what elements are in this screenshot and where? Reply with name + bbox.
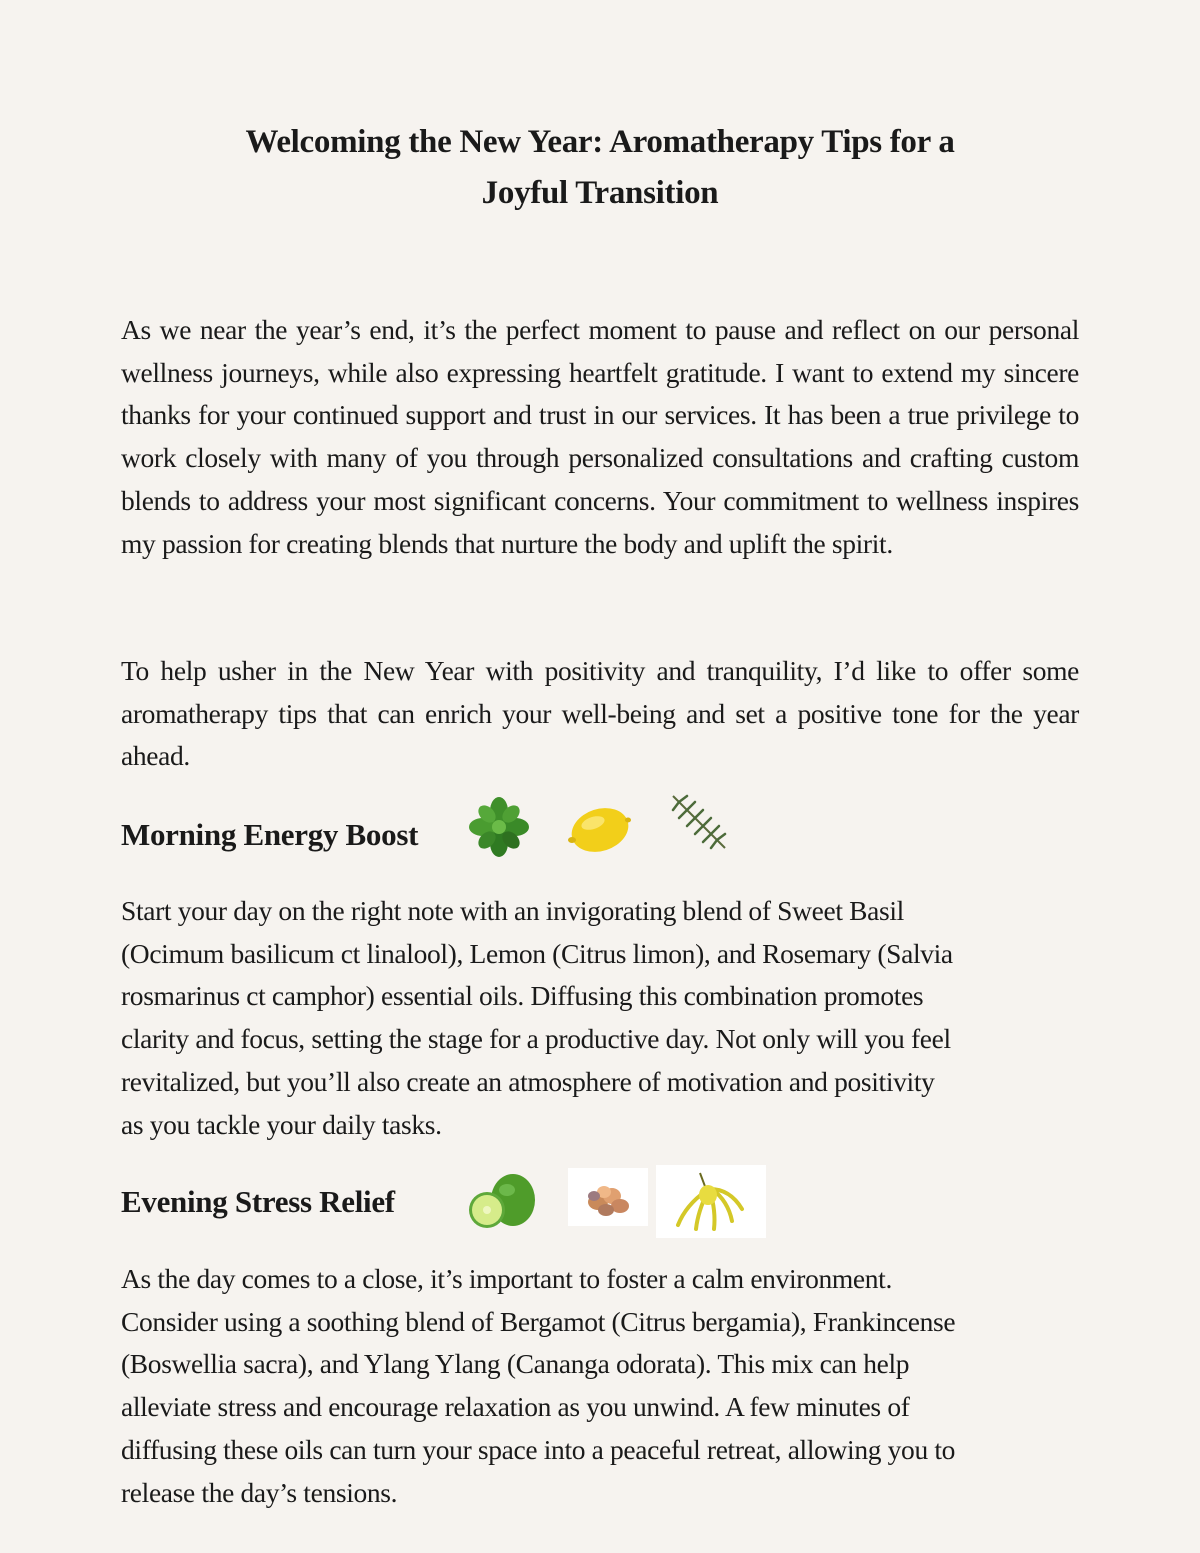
text-line: Consider using a soothing blend of Bergamot (Citrus bergamia), Frankincense — [121, 1305, 956, 1337]
evening-paragraph — [121, 1258, 1079, 1514]
frankincense-resin-image — [568, 1168, 648, 1226]
ylang-ylang-flower-image — [656, 1165, 766, 1238]
bergamot-fruit-image — [467, 1172, 539, 1232]
text-line: Start your day on the right note with an invigorating blend of Sweet Basil — [121, 895, 904, 926]
text-line: revitalized, but you’ll also create an atmosphere of motivation and positivity — [121, 1065, 935, 1097]
page-title — [121, 117, 1079, 219]
title-line-1: Welcoming the New Year: Aromatherapy Tips for a — [245, 124, 955, 160]
text-line: (Boswellia sacra), and Ylang Ylang (Cananga odorata). This mix can help — [121, 1348, 910, 1380]
text-line: (Ocimum basilicum ct linalool), Lemon (Citrus limon), and Rosemary (Salvia — [121, 937, 953, 969]
text-line: diffusing these oils can turn your space into a peaceful retreat, allowing you to — [121, 1433, 956, 1465]
rosemary-sprig-image — [667, 790, 731, 854]
intro-paragraph-2: To help usher in the New Year with positivity and tranquility, I’d like to offer some aromatherapy tips that can enrich your well-being and set a positive tone for the year ahead. — [121, 655, 1079, 772]
text-line: clarity and focus, setting the stage for a productive day. Not only will you feel — [121, 1023, 951, 1055]
title-line-2: Joyful Transition — [481, 175, 719, 211]
text-line: as you tackle your daily tasks. — [121, 1108, 442, 1140]
morning-paragraph — [121, 890, 1079, 1146]
lemon-image — [567, 803, 633, 855]
basil-leaves-image — [467, 795, 531, 859]
section-morning-energy-boost — [121, 790, 1079, 880]
section-evening-stress-relief — [121, 1162, 1079, 1242]
text-line: alleviate stress and encourage relaxation as you unwind. A few minutes of — [121, 1391, 910, 1423]
text-line: As the day comes to a close, it’s important to foster a calm environment. — [121, 1263, 892, 1294]
intro-paragraph-1: As we near the year’s end, it’s the perfect moment to pause and reflect on our personal wellness journeys, while also expressing heartfelt gratitude. I want to extend my sincere thanks for your continued support and trust in our services. It has been a true privilege to work closely with many of you through personalized consultations and crafting custom blends to address your most significant concerns. Your commitment to wellness inspires my passion for creating blends that nurture the body and uplift the spirit. — [121, 314, 1079, 559]
text-line: rosmarinus ct camphor) essential oils. Diffusing this combination promotes — [121, 980, 924, 1012]
text-line: release the day’s tensions. — [121, 1476, 398, 1508]
section-heading: Morning Energy Boost — [121, 817, 419, 852]
section-heading: Evening Stress Relief — [121, 1184, 395, 1219]
